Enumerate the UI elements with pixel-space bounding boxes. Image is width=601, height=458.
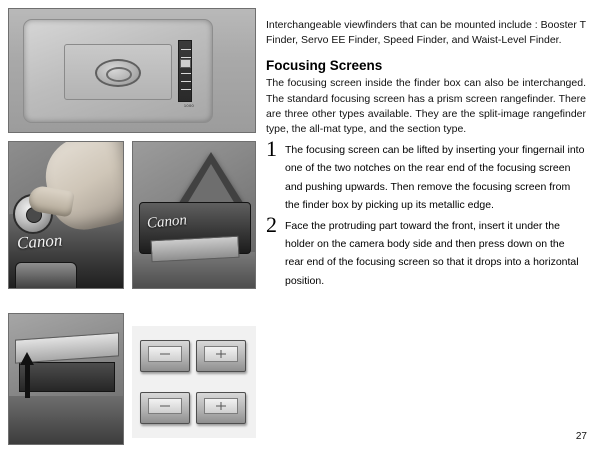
step-text: The focusing screen can be lifted by inserting your fingernail into one of the two notches on the rear end of the focusing screen and pushing upwards. Then remove the focusing screen from the finder box by picking up its metallic edge. <box>285 144 585 211</box>
figure-camera-back <box>8 8 256 133</box>
numbered-step <box>266 136 586 213</box>
focusing-screen-sample <box>140 392 190 424</box>
intro-paragraph: Interchangeable viewfinders that can be mounted include : Booster T Finder, Servo EE Finder, Speed Finder, and Waist-Level Finder. <box>266 19 586 47</box>
pentaprism-highlight <box>187 164 235 204</box>
figure-focusing-screen-types <box>132 326 256 438</box>
figure-inserting-screen <box>8 313 124 445</box>
finder-opening <box>19 362 115 392</box>
camera-lower-body <box>9 396 124 445</box>
viewfinder-panel <box>64 44 172 100</box>
figure-finder-box <box>132 141 256 289</box>
figure-hand-removing-screen <box>8 141 124 289</box>
brand-wordmark: Canon <box>146 212 188 232</box>
brand-wordmark: Canon <box>16 230 63 253</box>
numbered-step <box>266 212 586 289</box>
focusing-screen-plate <box>150 236 239 263</box>
eyepiece-inner-ring <box>106 67 132 82</box>
figure-column <box>8 8 256 448</box>
step-text: Face the protruding part toward the front, insert it under the holder on the camera body side and then press down on the rear end of the focusing screen so that it drops into a horizontal position. <box>285 220 579 287</box>
lens-barrel <box>15 262 77 289</box>
focusing-screen-sample <box>196 340 246 372</box>
text-column <box>266 18 586 289</box>
body-paragraph-1: The focusing screen inside the finder box can also be interchanged. The standard focusing screen has a prism screen rangefinder. There are three other types available. They are the split-image rangefinder type, the all-mat type, and the section type. <box>266 77 586 136</box>
page-number: 27 <box>575 431 587 442</box>
focusing-screen-sample <box>140 340 190 372</box>
focusing-screen-sample <box>196 392 246 424</box>
section-heading: Focusing Screens <box>266 58 383 74</box>
step-number: 2 <box>266 212 277 238</box>
film-speed-scale <box>178 40 192 102</box>
step-number: 1 <box>266 136 277 162</box>
camera-back-body <box>23 19 213 123</box>
eyepiece-outer-ring <box>95 59 141 87</box>
scale-value-label: 1000 <box>183 103 194 108</box>
